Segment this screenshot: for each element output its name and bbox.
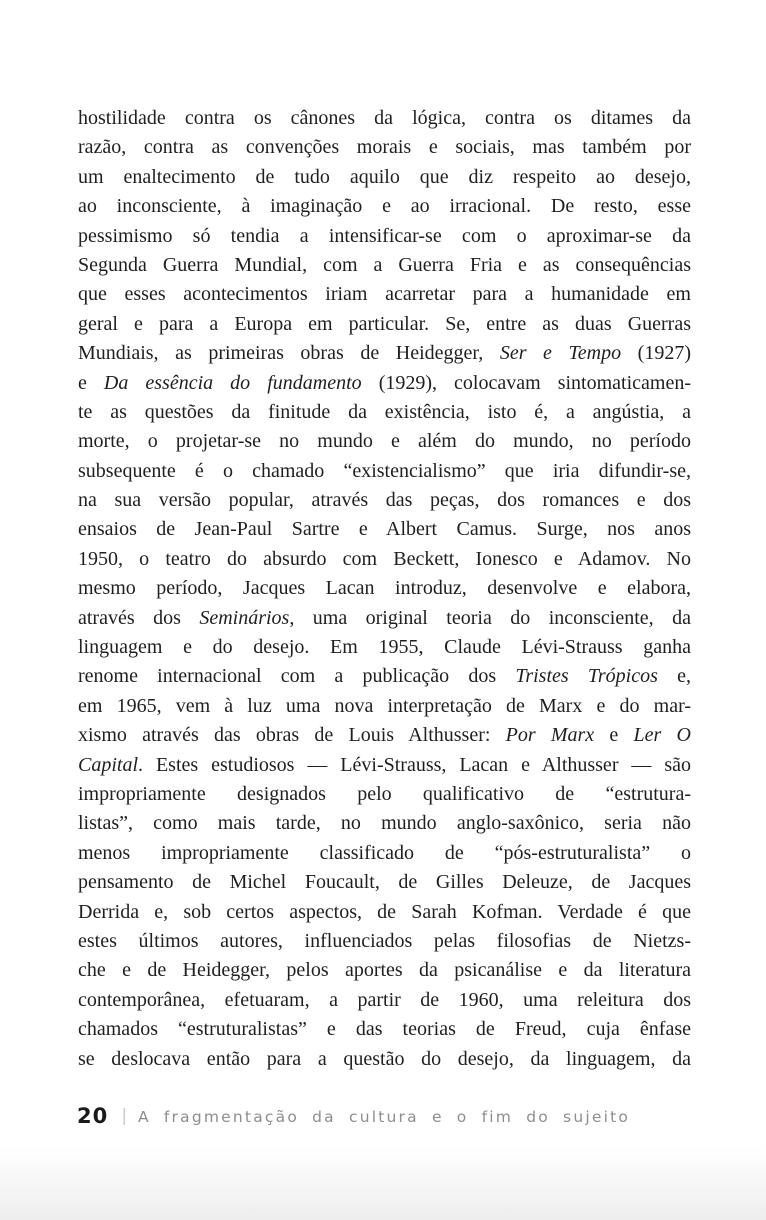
italic-book-title-text: Da essência do fundamento — [103, 371, 362, 394]
text-line — [78, 192, 691, 221]
text-segment: , uma original teoria do inconsciente, da — [289, 606, 691, 629]
text-segment: . Estes estudiosos — Lévi-Strauss, Lacan e Althusser — são — [138, 753, 691, 776]
text-segment: Derrida e, sob certos aspectos, de Sarah Kofman. Verdade é que — [78, 900, 691, 923]
text-segment: (1927) — [621, 342, 691, 365]
text-segment: Segunda Guerra Mundial, com a Guerra Fria e as consequências — [78, 253, 691, 276]
text-line — [78, 427, 691, 456]
text-line — [78, 721, 691, 750]
text-segment: ensaios de Jean-Paul Sartre e Albert Camus. Surge, nos anos — [78, 518, 691, 541]
text-segment: geral e para a Europa em particular. Se, entre as duas Guerras — [78, 312, 691, 335]
page-number: 20 — [77, 1104, 109, 1128]
text-segment: razão, contra as convenções morais e sociais, mas também por — [78, 136, 691, 159]
text-segment: estes últimos autores, influenciados pelas filosofias de Nietzs- — [78, 929, 691, 952]
text-line — [78, 839, 691, 868]
text-line — [78, 457, 691, 486]
text-segment: através dos — [78, 606, 200, 629]
text-line — [78, 986, 691, 1015]
text-line — [78, 515, 691, 544]
text-line — [78, 927, 691, 956]
footer-separator: | — [121, 1106, 127, 1126]
text-line — [78, 251, 691, 280]
text-line — [78, 898, 691, 927]
text-segment: mesmo período, Jacques Lacan introduz, desenvolve e elabora, — [78, 577, 691, 600]
text-segment: Mundiais, as primeiras obras de Heidegger, — [78, 342, 500, 365]
text-segment: contemporânea, efetuaram, a partir de 1960, uma releitura dos — [78, 988, 691, 1011]
text-line — [78, 1045, 691, 1074]
text-line — [78, 662, 691, 691]
page-bottom-shade — [0, 1145, 766, 1220]
text-segment: che e de Heidegger, pelos aportes da psicanálise e da literatura — [78, 959, 691, 982]
text-segment: 1950, o teatro do absurdo com Beckett, Ionesco e Adamov. No — [78, 547, 691, 570]
text-segment: e, — [657, 665, 691, 688]
text-segment: listas”, como mais tarde, no mundo anglo-saxônico, seria não — [78, 812, 691, 835]
text-segment: na sua versão popular, através das peças, dos romances e dos — [78, 489, 691, 512]
text-segment: te as questões da finitude da existência, isto é, a angústia, a — [78, 400, 691, 423]
text-segment: menos impropriamente classificado de “pós-estruturalista” o — [78, 841, 691, 864]
text-segment: pessimismo só tendia a intensificar-se com o aproximar-se da — [78, 224, 691, 247]
text-segment: um enaltecimento de tudo aquilo que diz respeito ao desejo, — [78, 165, 691, 188]
text-line — [78, 545, 691, 574]
text-line — [78, 809, 691, 838]
text-segment: hostilidade contra os cânones da lógica, contra os ditames da — [78, 107, 691, 129]
text-segment: chamados “estruturalistas” e das teorias de Freud, cuja ênfase — [78, 1018, 691, 1041]
text-segment: se deslocava então para a questão do desejo, da linguagem, da — [78, 1047, 691, 1070]
text-segment: linguagem e do desejo. Em 1955, Claude Lévi-Strauss ganha — [78, 636, 691, 659]
text-line — [78, 751, 691, 780]
text-line — [78, 1015, 691, 1044]
text-segment: ao inconsciente, à imaginação e ao irracional. De resto, esse — [78, 195, 691, 218]
text-line — [78, 398, 691, 427]
text-segment: que esses acontecimentos iriam acarretar para a humanidade em — [78, 283, 691, 306]
italic-book-title-text: Ser e Tempo — [499, 342, 622, 365]
text-line — [78, 692, 691, 721]
text-segment: xismo através das obras de Louis Althusser: — [78, 724, 506, 747]
text-line — [78, 633, 691, 662]
text-segment: pensamento de Michel Foucault, de Gilles Deleuze, de Jacques — [78, 871, 691, 894]
text-segment: (1929), colocavam sintomaticamen- — [361, 371, 691, 394]
text-line — [78, 780, 691, 809]
text-line — [78, 104, 691, 133]
italic-book-title-text: Tristes Trópicos — [515, 665, 658, 688]
running-title: A fragmentação da cultura e o fim do sujeito — [137, 1108, 631, 1126]
text-line — [78, 486, 691, 515]
text-line — [78, 339, 691, 368]
text-line — [78, 133, 691, 162]
text-line — [78, 956, 691, 985]
text-line — [78, 604, 691, 633]
text-line — [78, 574, 691, 603]
italic-book-title-text: Capital — [78, 753, 139, 776]
text-segment: em 1965, vem à luz uma nova interpretação de Marx e do mar- — [78, 694, 691, 717]
text-segment: morte, o projetar-se no mundo e além do mundo, no período — [78, 430, 691, 453]
text-segment: impropriamente designados pelo qualificativo de “estrutura- — [78, 782, 691, 805]
text-segment: e — [78, 371, 104, 394]
text-line — [78, 222, 691, 251]
text-line — [78, 310, 691, 339]
text-line — [78, 280, 691, 309]
italic-book-title-text: Ler O — [633, 724, 691, 747]
text-segment: e — [594, 724, 634, 747]
text-segment: subsequente é o chamado “existencialismo” que iria difundir-se, — [78, 459, 691, 482]
text-line — [78, 369, 691, 398]
italic-book-title-text: Seminários — [199, 606, 290, 629]
italic-book-title-text: Por Marx — [505, 724, 595, 747]
page-footer — [77, 1104, 630, 1128]
body-text — [78, 104, 691, 1074]
text-segment: renome internacional com a publicação dos — [78, 665, 516, 688]
text-line — [78, 163, 691, 192]
text-line — [78, 868, 691, 897]
